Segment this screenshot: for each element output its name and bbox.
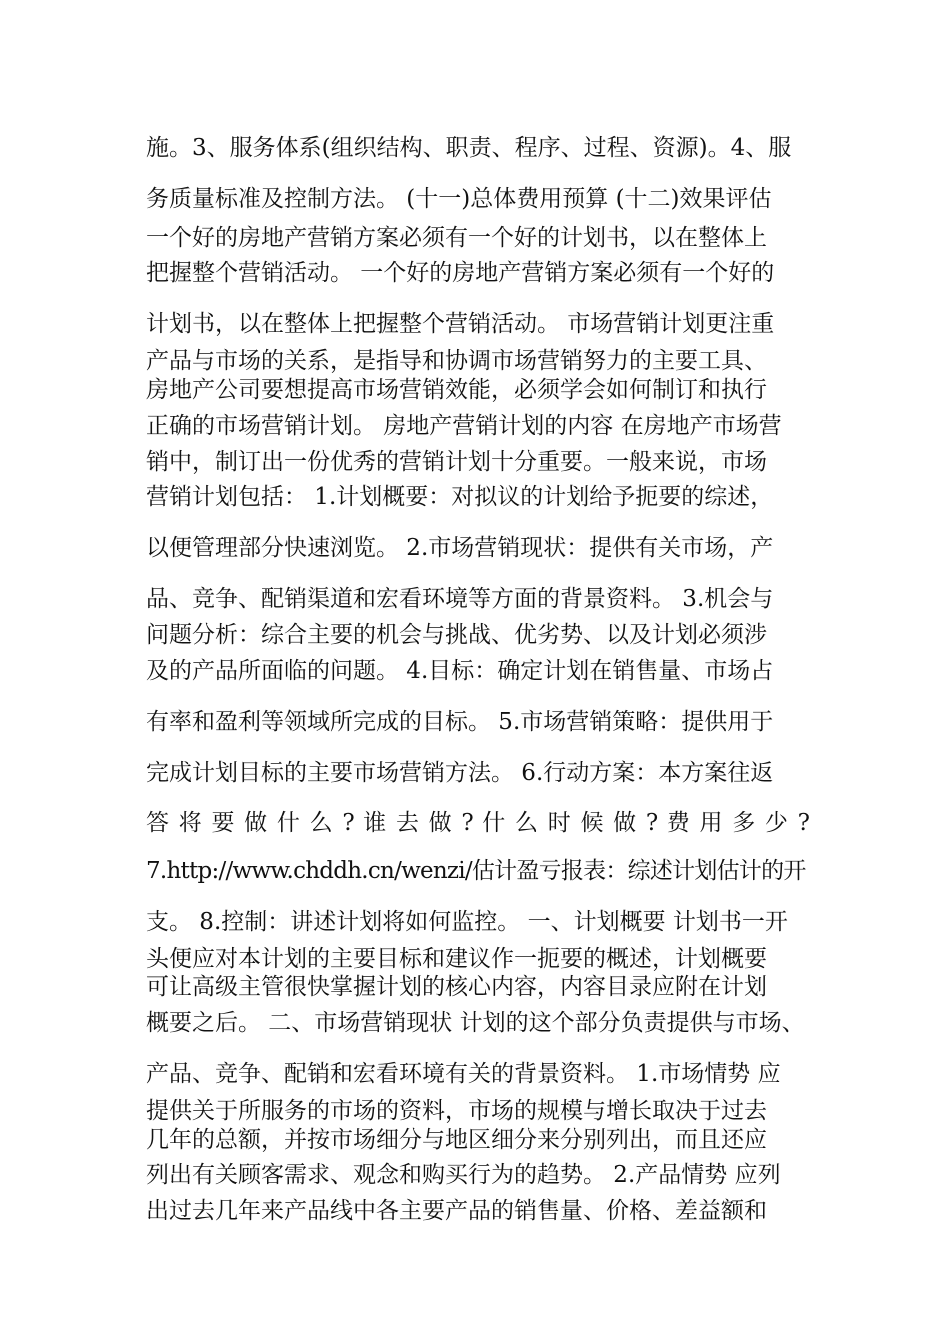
text-line: 7.http://www.chddh.cn/wenzi/估计盈亏报表：综述计划估计的开 — [146, 858, 806, 884]
text-line: 营销计划包括： 1.计划概要：对拟议的计划给予扼要的综述， — [146, 484, 774, 510]
text-line: 提供关于所服务的市场的资料，市场的规模与增长取决于过去 — [146, 1098, 767, 1124]
text-line: 产品与市场的关系，是指导和协调市场营销努力的主要工具、 — [146, 348, 767, 374]
text-line: 产品、竞争、配销和宏看环境有关的背景资料。 1.市场情势 应 — [146, 1061, 781, 1087]
text-line: 销中，制订出一份优秀的营销计划十分重要。一般来说，市场 — [146, 449, 767, 475]
text-line: 完成计划目标的主要市场营销方法。 6.行动方案：本方案往返 — [146, 760, 774, 786]
text-line: 可让高级主管很快掌握计划的核心内容，内容目录应附在计划 — [146, 974, 767, 1000]
text-line: 品、竞争、配销渠道和宏看环境等方面的背景资料。 3.机会与 — [146, 586, 774, 612]
text-line: 把握整个营销活动。 一个好的房地产营销方案必须有一个好的 — [146, 260, 775, 286]
text-line: 一个好的房地产营销方案必须有一个好的计划书，以在整体上 — [146, 225, 767, 251]
text-line: 列出有关顾客需求、观念和购买行为的趋势。 2.产品情势 应列 — [146, 1162, 781, 1188]
text-line: 问题分析：综合主要的机会与挑战、优劣势、以及计划必须涉 — [146, 622, 767, 648]
text-line: 务质量标准及控制方法。 (十一)总体费用预算 (十二)效果评估 — [146, 186, 772, 212]
text-line: 有率和盈利等领域所完成的目标。 5.市场营销策略：提供用于 — [146, 709, 774, 735]
text-line: 及的产品所面临的问题。 4.目标：确定计划在销售量、市场占 — [146, 658, 774, 684]
text-line: 支。 8.控制：讲述计划将如何监控。 一、计划概要 计划书一开 — [146, 909, 788, 935]
text-line: 答 将 要 做 什 么 ? 谁 去 做 ? 什 么 时 候 做 ? 费 用 多 少 ? — [146, 810, 810, 836]
text-line: 正确的市场营销计划。 房地产营销计划的内容 在房地产市场营 — [146, 413, 782, 439]
text-line: 施。3、服务体系(组织结构、职责、程序、过程、资源)。4、服 — [146, 135, 792, 161]
text-line: 房地产公司要想提高市场营销效能，必须学会如何制订和执行 — [146, 377, 767, 403]
text-line: 以便管理部分快速浏览。 2.市场营销现状：提供有关市场，产 — [146, 535, 774, 561]
text-line: 计划书，以在整体上把握整个营销活动。 市场营销计划更注重 — [146, 311, 775, 337]
text-line: 头便应对本计划的主要目标和建议作一扼要的概述，计划概要 — [146, 946, 767, 972]
text-line: 几年的总额，并按市场细分与地区细分来分别列出，而且还应 — [146, 1127, 767, 1153]
text-line: 概要之后。 二、市场营销现状 计划的这个部分负责提供与市场、 — [146, 1010, 805, 1036]
text-line: 出过去几年来产品线中各主要产品的销售量、价格、差益额和 — [146, 1198, 767, 1224]
